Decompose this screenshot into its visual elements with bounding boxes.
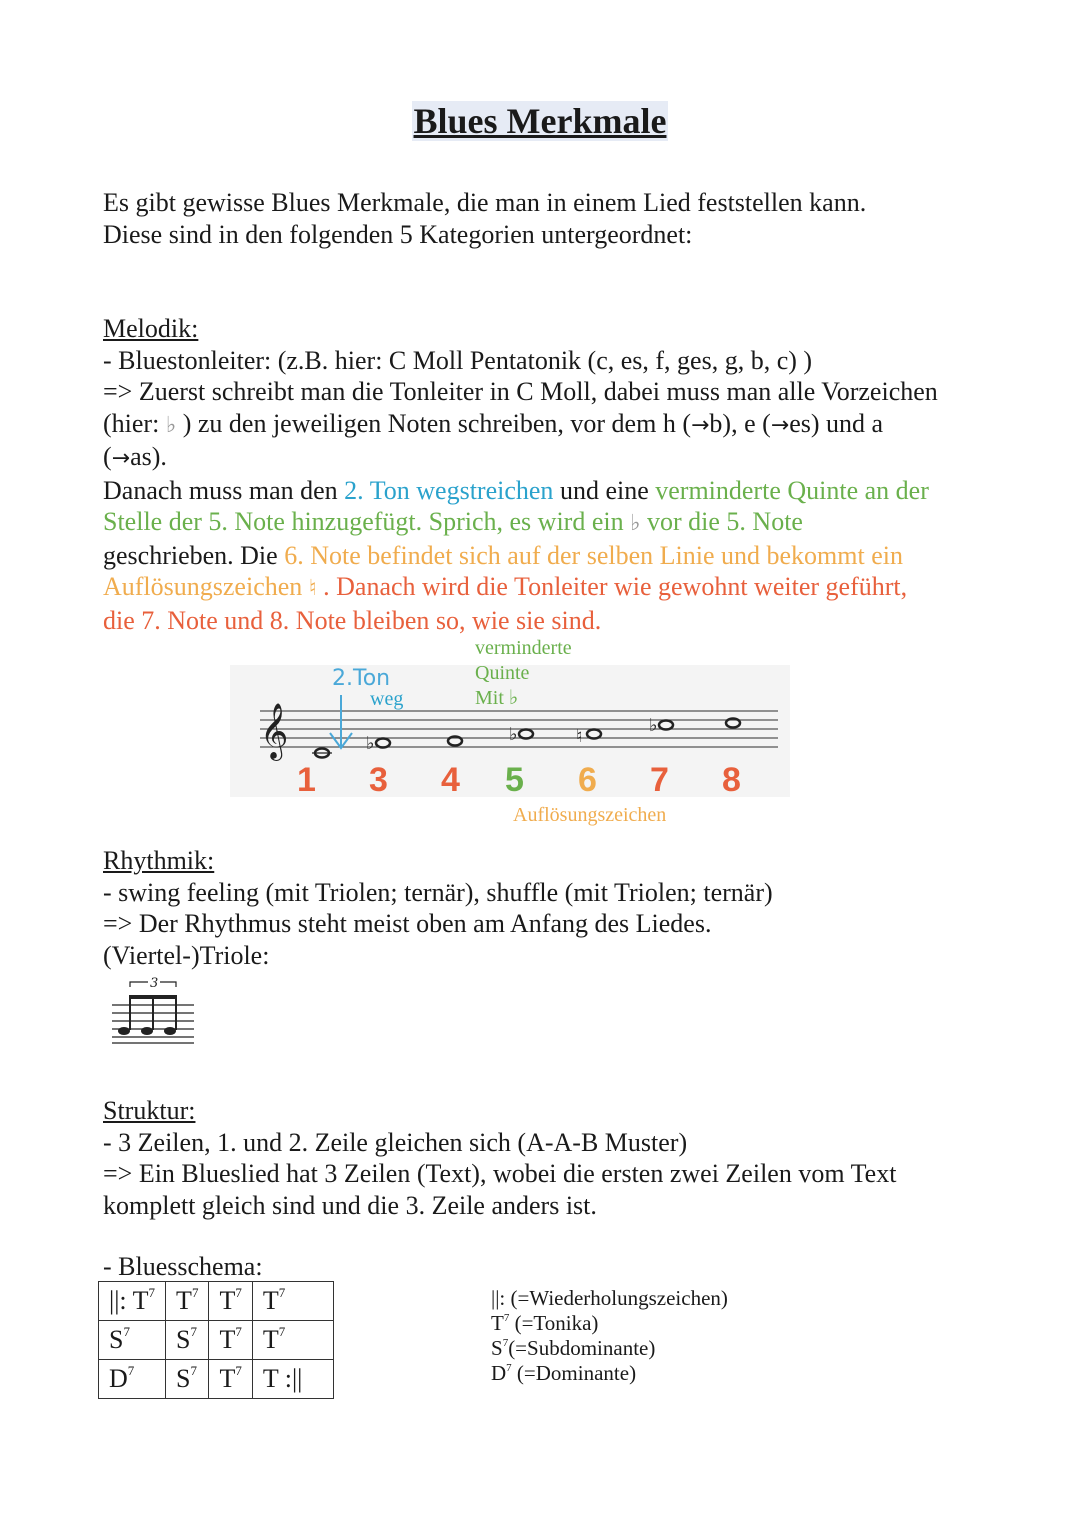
superscript: 7: [503, 1312, 510, 1324]
table-row: [99, 1321, 334, 1360]
superscript: 7: [123, 1324, 130, 1339]
superscript: 7: [278, 1324, 286, 1339]
triplet-bracket-right: [160, 982, 176, 987]
rhythmik-section: [103, 845, 1003, 971]
cell-text: T: [219, 1286, 236, 1315]
green-highlight: verminderte Quinte an der: [655, 475, 929, 505]
cell-text: T: [262, 1325, 279, 1354]
table-cell: [99, 1360, 166, 1399]
text-fragment: ) zu den jeweiligen Noten schreiben, vor dem h (: [176, 408, 691, 438]
text-fragment: geschrieben. Die: [103, 540, 285, 570]
natural-icon: ♮: [576, 726, 583, 747]
text-fragment: b), e (: [709, 408, 771, 438]
struktur-line-3: komplett gleich sind und die 3. Zeile anders ist.: [103, 1190, 597, 1220]
flat-icon: ♭: [165, 412, 177, 438]
note-number: 3: [369, 761, 388, 799]
rhythmik-line-1: - swing feeling (mit Triolen; ternär), shuffle (mit Triolen; ternär): [103, 877, 773, 907]
table-cell: [99, 1282, 166, 1321]
superscript: 7: [506, 1362, 512, 1374]
note-number: 4: [441, 761, 460, 799]
rhythmik-line-3: (Viertel-)Triole:: [103, 940, 270, 970]
triplet-noteheads: [118, 1027, 176, 1035]
text-fragment: as).: [130, 442, 167, 471]
struktur-section: [103, 1095, 1003, 1221]
legend-text: (=Subdominante): [508, 1336, 656, 1360]
legend-item: [491, 1361, 728, 1386]
table-cell: [209, 1360, 252, 1399]
cell-text: S: [176, 1325, 191, 1354]
cell-text: T: [219, 1325, 236, 1354]
cell-text: T: [176, 1286, 192, 1315]
cell-text: D: [109, 1364, 128, 1393]
table-cell: [166, 1360, 209, 1399]
table-cell: [166, 1321, 209, 1360]
flat-icon: ♭: [366, 733, 375, 754]
superscript: 7: [278, 1285, 286, 1300]
label-weg: weg: [370, 688, 404, 710]
label-vermindert-2: Quinte: [475, 662, 530, 684]
melodik-line-8: [103, 571, 1003, 605]
intro-paragraph: [103, 187, 1003, 250]
legend-symbol: D: [491, 1361, 507, 1385]
table-row: [99, 1360, 334, 1399]
legend-symbol: S: [491, 1336, 503, 1360]
melodik-line-7: [103, 540, 1003, 572]
superscript: 7: [191, 1285, 199, 1300]
note-number: 7: [650, 761, 669, 799]
arrow-right-icon: →: [770, 412, 790, 438]
label-aufloesung-text: Auflösungszeichen: [513, 804, 667, 826]
flat-icon: ♭: [649, 715, 658, 736]
bluesschema-label: - Bluesschema:: [103, 1252, 263, 1281]
label-vermindert-3: Mit ♭: [475, 687, 519, 709]
legend-text: (=Dominante): [511, 1361, 637, 1385]
melodik-heading: Melodik:: [103, 314, 199, 343]
table-cell: [252, 1282, 333, 1321]
superscript: 7: [235, 1363, 242, 1378]
rhythmik-line-2: => Der Rhythmus steht meist oben am Anfang des Liedes.: [103, 909, 712, 938]
superscript: 7: [148, 1285, 156, 1300]
text-fragment: vor die 5. Note: [640, 507, 803, 536]
superscript: 7: [235, 1285, 242, 1300]
melodik-line-5: [103, 475, 1003, 507]
label-2ton: 2.Ton: [332, 666, 391, 691]
table-cell: [252, 1360, 333, 1399]
arrow-right-icon: →: [111, 446, 131, 471]
treble-clef-icon: 𝄞: [260, 703, 289, 759]
note-number: 8: [722, 761, 741, 799]
staff-svg: [230, 635, 790, 815]
table-cell: [252, 1321, 333, 1360]
legend-item: [491, 1286, 728, 1311]
text-fragment: es) und a: [789, 408, 884, 438]
table-cell: [166, 1282, 209, 1321]
orange-highlight: Auflösungszeichen: [103, 572, 309, 601]
schema-legend: [491, 1286, 728, 1386]
text-fragment: Danach muss man den: [103, 475, 345, 505]
melodik-line-3: [103, 408, 1003, 442]
cell-text: ||: T: [109, 1286, 149, 1315]
legend-item: [491, 1336, 728, 1361]
struktur-heading: Struktur:: [103, 1096, 196, 1125]
legend-item: [491, 1311, 728, 1336]
superscript: 7: [190, 1324, 198, 1339]
cell-text: T :||: [262, 1364, 303, 1393]
note-number: 1: [297, 761, 316, 799]
struktur-line-2: => Ein Blueslied hat 3 Zeilen (Text), wobei die ersten zwei Zeilen vom Text: [103, 1159, 897, 1188]
legend-text: (=Tonika): [509, 1311, 599, 1335]
cell-text: S: [176, 1364, 191, 1393]
intro-line-1: Es gibt gewisse Blues Merkmale, die man in einem Lied feststellen kann.: [103, 188, 867, 217]
text-fragment: Stelle der 5. Note hinzugefügt. Sprich, es wird ein: [103, 507, 631, 536]
legend-text: (=Wiederholungszeichen): [505, 1286, 728, 1310]
flat-icon: ♭: [630, 511, 641, 536]
cell-text: S: [109, 1325, 124, 1354]
page-title: [0, 100, 1080, 142]
melodik-line-6: [103, 506, 1003, 540]
superscript: 7: [235, 1324, 242, 1339]
rhythmik-heading: Rhythmik:: [103, 846, 215, 875]
table-cell: [209, 1321, 252, 1360]
natural-icon: ♮: [308, 576, 317, 601]
flat-icon: ♭: [509, 724, 518, 745]
melodik-line-9: die 7. Note und 8. Note bleiben so, wie sie sind.: [103, 605, 602, 635]
text-fragment: (hier:: [103, 408, 166, 438]
triplet-number: 3: [150, 976, 159, 991]
red-highlight: . Danach wird die Tonleiter wie gewohnt weiter geführt,: [316, 572, 908, 601]
triplet-notation-icon: [110, 975, 200, 1050]
page-title-text: Blues Merkmale: [413, 101, 667, 141]
table-cell: [209, 1282, 252, 1321]
legend-symbol: T: [491, 1311, 504, 1335]
table-cell: [99, 1321, 166, 1360]
melodik-line-4: [103, 441, 1003, 475]
text-fragment: (: [103, 442, 112, 471]
triplet-bracket-left: [130, 982, 148, 987]
arrow-right-icon: →: [690, 412, 710, 438]
blue-highlight: 2. Ton wegstreichen: [344, 475, 554, 505]
orange-highlight: 6. Note befindet sich auf der selben Linie und bekommt ein: [284, 540, 903, 570]
bluesschema-table: [98, 1281, 334, 1399]
label-vermindert-1: verminderte: [475, 637, 572, 659]
intro-line-2: Diese sind in den folgenden 5 Kategorien untergeordnet:: [103, 219, 693, 249]
scale-figure: [230, 635, 790, 815]
melodik-line-2: => Zuerst schreibt man die Tonleiter in C Moll, dabei muss man alle Vorzeichen: [103, 377, 938, 406]
cell-text: T: [262, 1286, 279, 1315]
melodik-line-1: - Bluestonleiter: (z.B. hier: C Moll Pentatonik (c, es, f, ges, g, b, c) ): [103, 345, 813, 375]
superscript: 7: [127, 1363, 135, 1378]
table-row: [99, 1282, 334, 1321]
struktur-line-1: - 3 Zeilen, 1. und 2. Zeile gleichen sich (A-A-B Muster): [103, 1127, 688, 1157]
note-number: 6: [578, 761, 597, 799]
legend-symbol: ||:: [491, 1286, 506, 1310]
text-fragment: und eine: [553, 475, 656, 505]
superscript: 7: [502, 1337, 509, 1349]
note-number: 5: [505, 761, 524, 799]
cell-text: T: [219, 1364, 236, 1393]
melodik-section: [103, 313, 1003, 636]
superscript: 7: [190, 1363, 198, 1378]
